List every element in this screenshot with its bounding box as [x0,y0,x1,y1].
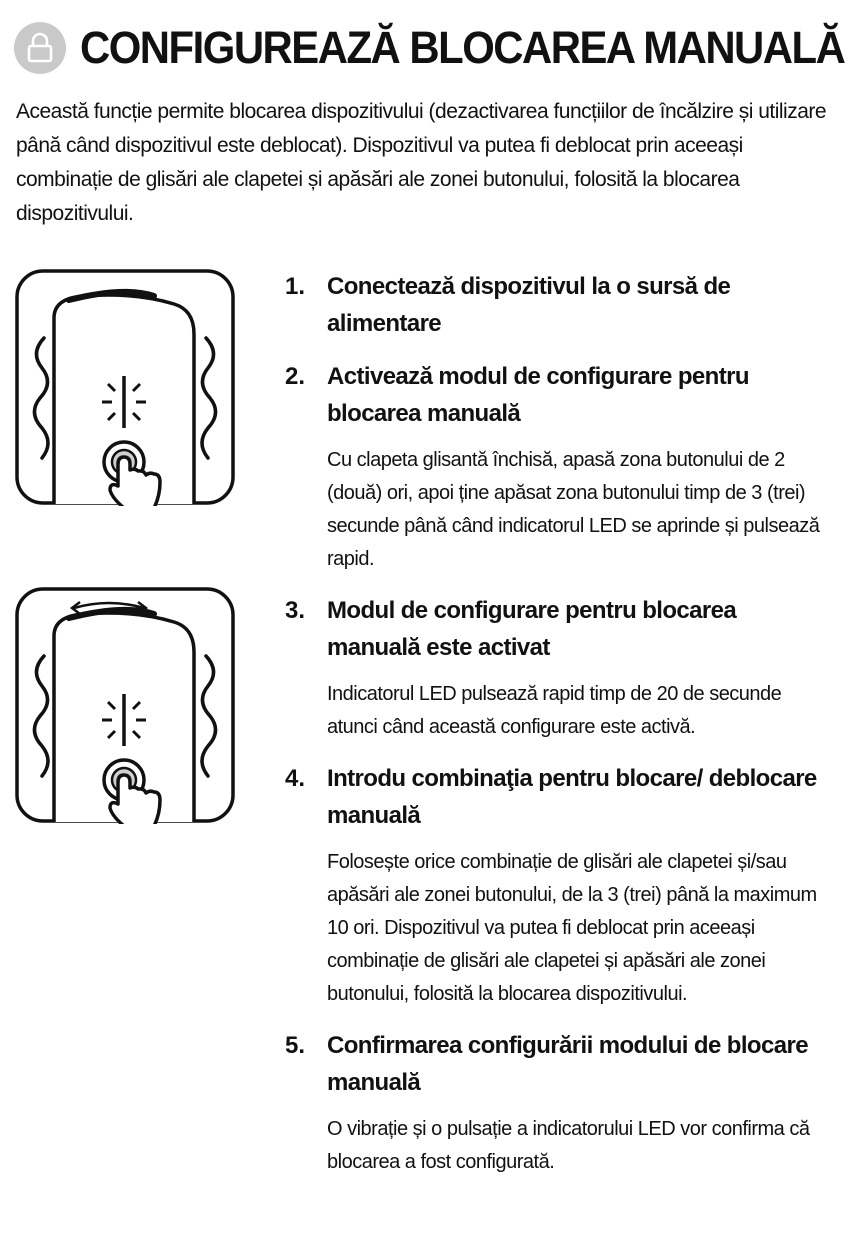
page-title: CONFIGUREAZĂ BLOCAREA MANUALĂ [80,22,845,73]
lock-icon [14,22,66,74]
step-description: Cu clapeta glisantă închisă, apasă zona butonului de 2 (două) ori, apoi ține apăsat zona butonului timp de 3 (trei) secunde până când indicatorul LED se aprinde și pulsează rapid. [327,449,820,570]
step-number: 4. [285,765,306,792]
device-button-press-icon [14,268,236,506]
step-number: 1. [285,273,306,300]
step-number: 2. [285,363,306,390]
step-item [285,268,830,342]
step-item [285,760,830,1011]
step-description: Indicatorul LED pulsează rapid timp de 20 de secunde atunci când această configurare este activă. [327,683,782,738]
step-item [285,1027,830,1179]
step-title: Modul de configurare pentru blocarea manuală este activat [327,597,737,661]
step-item [285,358,830,576]
step-description: O vibrație și o pulsație a indicatorului LED vor confirma că blocarea a fost configurată. [327,1118,810,1173]
step-item [285,592,830,744]
step-number: 3. [285,597,306,624]
page-header [14,18,861,78]
step-title: Activează modul de configurare pentru blocarea manuală [327,363,749,427]
steps-list [285,268,830,1195]
step-number: 5. [285,1032,306,1059]
intro-paragraph: Această funcție permite blocarea dispozitivului (dezactivarea funcțiilor de încălzire și utilizare până când dispozitivul este deblocat). Dispozitivul va putea fi deblocat prin aceeași combinație de glisări ale clapetei și apăsări ale zonei butonului, folosită la blocarea dispozitivului. [16,100,827,225]
device-slide-press-icon [14,586,236,824]
step-title: Conectează dispozitivul la o sursă de alimentare [327,273,731,337]
step-title: Introdu combinaţia pentru blocare/ deblocare manuală [327,765,817,829]
step-description: Folosește orice combinație de glisări ale clapetei și/sau apăsări ale zonei butonului, de la 3 (trei) până la maximum 10 ori. Dispozitivul va putea fi deblocat prin aceeași combinație de glisări ale clapetei și apăsări ale zonei butonului, folosită la blocarea dispozitivului. [327,851,817,1005]
step-title: Confirmarea configurării modului de blocare manuală [327,1032,808,1096]
